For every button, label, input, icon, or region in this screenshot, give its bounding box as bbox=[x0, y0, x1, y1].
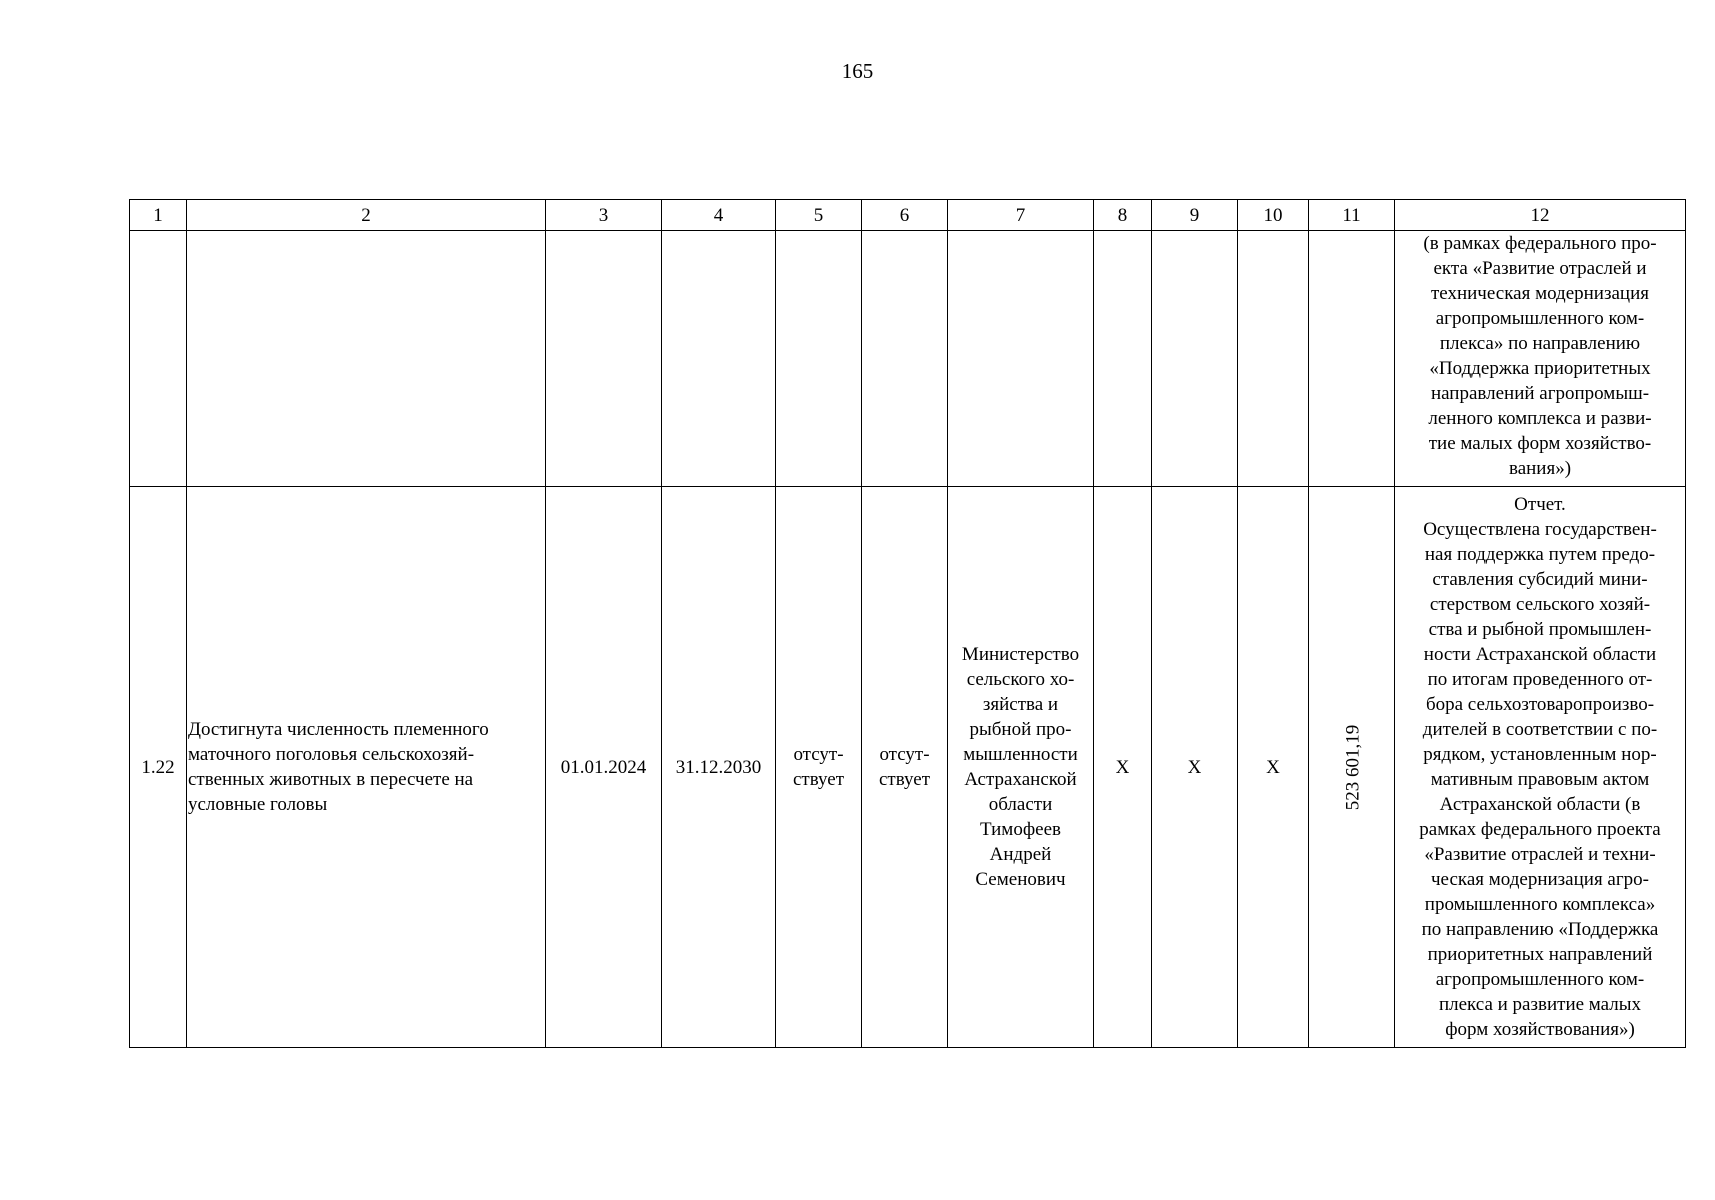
col6-cell: отсут-ствует bbox=[862, 487, 948, 1048]
amount-cell bbox=[1309, 487, 1395, 1048]
report-line: мативным правовым актом bbox=[1430, 769, 1650, 790]
table-row-1-22 bbox=[130, 487, 1686, 1048]
header-cell: 5 bbox=[776, 200, 862, 231]
table-cell bbox=[776, 231, 862, 487]
table-cell bbox=[187, 231, 546, 487]
table-cell bbox=[1309, 231, 1395, 487]
continued-note-cell bbox=[1395, 231, 1686, 487]
responsible-line: сельского хо- bbox=[966, 669, 1075, 690]
responsible-line: Семенович bbox=[975, 869, 1066, 890]
report-table bbox=[129, 199, 1686, 1048]
continued-note-line: екта «Развитие отраслей и bbox=[1433, 258, 1647, 279]
continued-note-line: направлений агропромыш- bbox=[1430, 383, 1650, 404]
report-line: агропромышленного ком- bbox=[1435, 969, 1645, 990]
report-line: плекса и развитие малых bbox=[1438, 994, 1642, 1015]
end-date-cell: 31.12.2030 bbox=[662, 487, 776, 1048]
description-cell: Достигнута численность племенного маточного поголовья сельскохозяй-ственных животных в пересчете на условные головы bbox=[187, 487, 546, 1048]
header-cell: 3 bbox=[546, 200, 662, 231]
header-cell: 7 bbox=[948, 200, 1094, 231]
report-line: ческая модернизация агро- bbox=[1431, 869, 1649, 890]
row-number-cell: 1.22 bbox=[130, 487, 187, 1048]
header-cell: 8 bbox=[1094, 200, 1152, 231]
table-cell bbox=[1152, 231, 1238, 487]
report-line: рамках федерального проекта bbox=[1419, 819, 1661, 840]
col8-cell: X bbox=[1094, 487, 1152, 1048]
report-line: стерством сельского хозяй- bbox=[1429, 594, 1651, 615]
responsible-line: зяйства и bbox=[982, 694, 1059, 715]
header-cell: 6 bbox=[862, 200, 948, 231]
responsible-line: Астраханской bbox=[964, 769, 1077, 790]
report-line: «Развитие отраслей и техни- bbox=[1424, 844, 1656, 865]
responsible-cell bbox=[948, 487, 1094, 1048]
report-line: рядком, установленным нор- bbox=[1423, 744, 1657, 765]
col9-cell: X bbox=[1152, 487, 1238, 1048]
report-line: приоритетных направлений bbox=[1427, 944, 1653, 965]
report-line: ная поддержка путем предо- bbox=[1424, 544, 1656, 565]
table-cell bbox=[1238, 231, 1309, 487]
responsible-line: Андрей bbox=[989, 844, 1052, 865]
report-line: по направлению «Поддержка bbox=[1421, 919, 1659, 940]
report-line: по итогам проведенного от- bbox=[1427, 669, 1653, 690]
report-line: бора сельхозтоваропроизво- bbox=[1425, 694, 1655, 715]
continued-note-line: плекса» по направлению bbox=[1439, 333, 1641, 354]
report-line: Отчет. bbox=[1514, 494, 1566, 515]
header-cell: 11 bbox=[1309, 200, 1395, 231]
report-line: дителей в соответствии с по- bbox=[1422, 719, 1658, 740]
responsible-line: области bbox=[988, 794, 1053, 815]
continued-note-line: «Поддержка приоритетных bbox=[1429, 358, 1651, 379]
continued-note-line: (в рамках федерального про- bbox=[1423, 233, 1657, 254]
start-date-cell: 01.01.2024 bbox=[546, 487, 662, 1048]
amount-value: 523 601,19 bbox=[1342, 724, 1364, 810]
table-cell bbox=[862, 231, 948, 487]
report-line: форм хозяйствования») bbox=[1445, 1019, 1635, 1040]
header-cell: 12 bbox=[1395, 200, 1686, 231]
header-cell: 10 bbox=[1238, 200, 1309, 231]
report-line: ства и рыбной промышлен- bbox=[1428, 619, 1652, 640]
report-line: промышленного комплекса» bbox=[1424, 894, 1656, 915]
continued-note-line: вания») bbox=[1508, 458, 1572, 479]
table-cell bbox=[1094, 231, 1152, 487]
header-cell: 4 bbox=[662, 200, 776, 231]
report-line: Осуществлена государствен- bbox=[1423, 519, 1657, 540]
header-cell: 9 bbox=[1152, 200, 1238, 231]
responsible-line: Министерство bbox=[961, 644, 1080, 665]
responsible-line: Тимофеев bbox=[980, 819, 1061, 840]
header-cell: 1 bbox=[130, 200, 187, 231]
table-row-continued bbox=[130, 231, 1686, 487]
continued-note-line: агропромышленного ком- bbox=[1435, 308, 1645, 329]
report-line: ставления субсидий мини- bbox=[1432, 569, 1648, 590]
continued-note-line: ленного комплекса и разви- bbox=[1428, 408, 1652, 429]
report-line: Астраханской области (в bbox=[1439, 794, 1641, 815]
table-cell bbox=[546, 231, 662, 487]
table-cell bbox=[662, 231, 776, 487]
responsible-line: мышленности bbox=[963, 744, 1078, 765]
col10-cell: X bbox=[1238, 487, 1309, 1048]
report-cell bbox=[1395, 487, 1686, 1048]
page-number: 165 bbox=[841, 59, 874, 83]
table-cell bbox=[948, 231, 1094, 487]
continued-note-line: тие малых форм хозяйство- bbox=[1428, 433, 1652, 454]
continued-note-line: техническая модернизация bbox=[1430, 283, 1649, 304]
col5-cell: отсут-ствует bbox=[776, 487, 862, 1048]
table-cell bbox=[130, 231, 187, 487]
responsible-line: рыбной про- bbox=[969, 719, 1072, 740]
header-cell: 2 bbox=[187, 200, 546, 231]
table-header-row bbox=[130, 200, 1686, 231]
report-line: ности Астраханской области bbox=[1423, 644, 1657, 665]
